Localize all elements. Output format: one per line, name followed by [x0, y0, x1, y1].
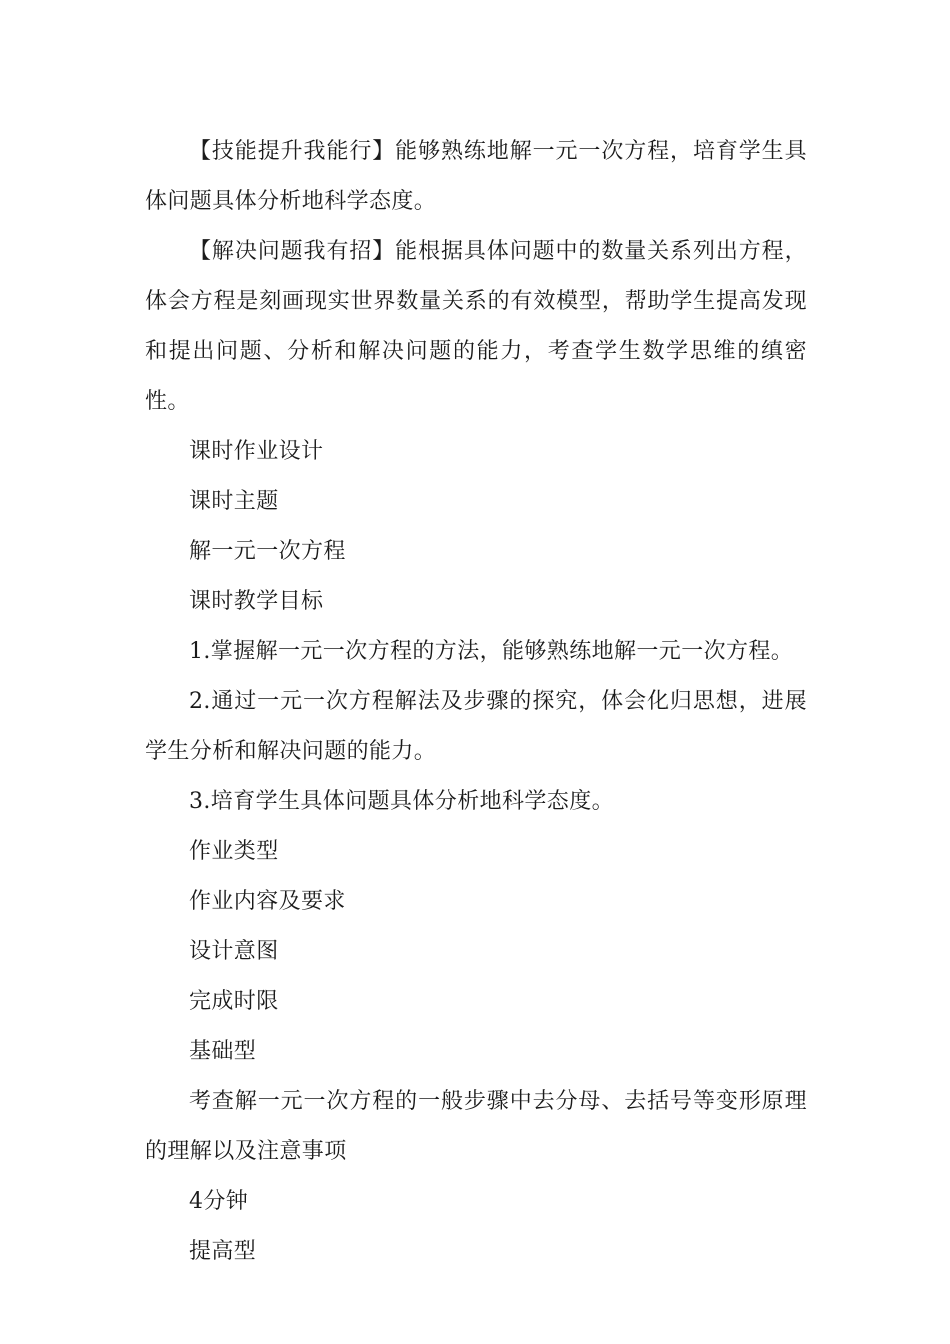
label-lesson-topic: 课时主题	[189, 489, 279, 514]
label-homework-type: 作业类型	[189, 839, 279, 864]
label-design-intent: 设计意图	[189, 939, 279, 964]
document-body	[145, 127, 807, 1277]
paragraph-problem-goal: 【解决问题我有招】能根据具体问题中的数量关系列出方程，体会方程是刻画现实世界数量关系的有效模型，帮助学生提高发现和提出问题、分析和解决问题的能力，考查学生数学思维的缜密性。	[145, 239, 807, 414]
homework-basic-intent: 考查解一元一次方程的一般步骤中去分母、去括号等变形原理的理解以及注意事项	[145, 1089, 807, 1164]
homework-basic-time: 4分钟	[189, 1189, 249, 1214]
lesson-topic-value: 解一元一次方程	[189, 539, 346, 564]
heading-homework-design: 课时作业设计	[189, 439, 324, 464]
objective-item-2: 2.通过一元一次方程解法及步骤的探究，体会化归思想，进展学生分析和解决问题的能力。	[145, 689, 807, 764]
homework-type-basic: 基础型	[189, 1039, 257, 1064]
objective-item-1: 1.掌握解一元一次方程的方法，能够熟练地解一元一次方程。	[189, 639, 794, 664]
homework-type-advanced: 提高型	[189, 1239, 257, 1264]
label-time-limit: 完成时限	[189, 989, 279, 1014]
objective-item-3: 3.培育学生具体问题具体分析地科学态度。	[189, 789, 614, 814]
paragraph-skill-goal: 【技能提升我能行】能够熟练地解一元一次方程，培育学生具体问题具体分析地科学态度。	[145, 139, 807, 214]
label-homework-content: 作业内容及要求	[189, 889, 346, 914]
label-teaching-objectives: 课时教学目标	[189, 589, 324, 614]
